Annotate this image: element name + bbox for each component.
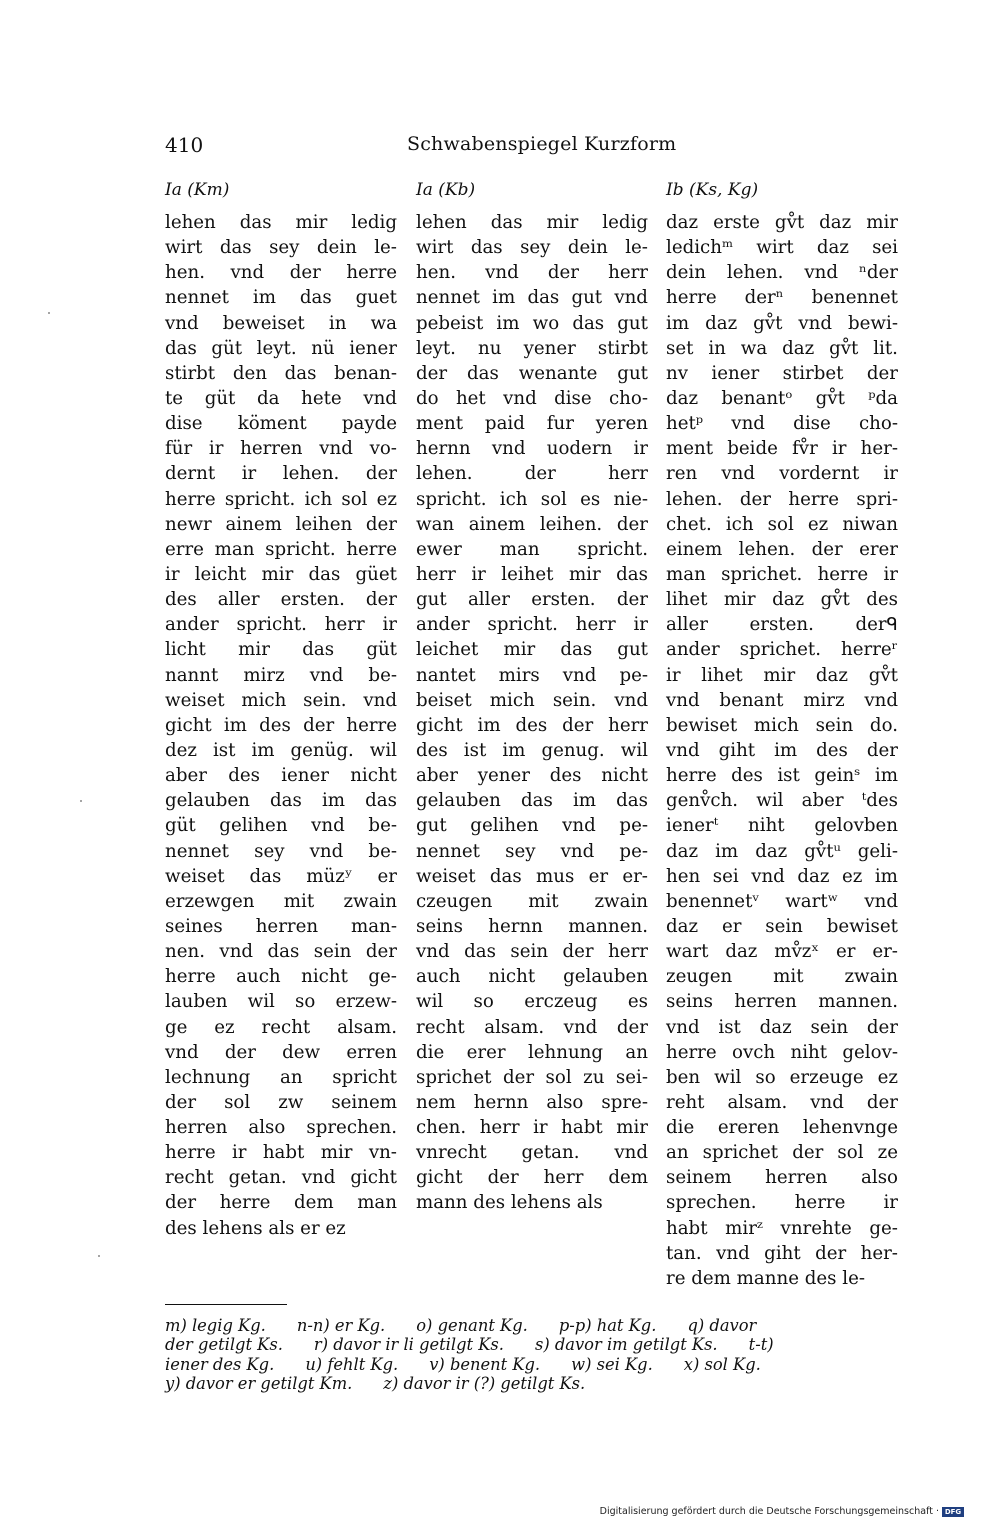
text-line: chen. herr ir habt mir xyxy=(416,1117,648,1139)
text-line: gicht im des der herre xyxy=(165,714,397,736)
text-line: auch nicht gelauben xyxy=(416,966,648,988)
text-line: sprichet der sol zu sei- xyxy=(416,1066,648,1088)
text-line: vnrecht getan. vnd xyxy=(416,1142,648,1164)
text-line: herren also sprechen. xyxy=(165,1117,397,1139)
text-line: lechnung an spricht xyxy=(165,1066,397,1088)
text-line: hen. vnd der herre xyxy=(165,262,397,284)
text-line: aller ersten. derᑫ xyxy=(666,614,898,636)
text-line: aber yener des nicht xyxy=(416,765,648,787)
text-line: gicht im des der herr xyxy=(416,714,648,736)
scan-speck xyxy=(48,312,50,314)
text-line: gelauben das im das xyxy=(165,790,397,812)
text-line: des lehens als er ez xyxy=(165,1217,346,1239)
text-line: ir leicht mir das güet xyxy=(165,563,397,585)
text-line: weiset mich sein. vnd xyxy=(165,689,397,711)
text-line: nennet im das gut vnd xyxy=(416,287,648,309)
text-line: zeugen mit zwain xyxy=(666,966,898,988)
text-line: spricht. ich sol es nie- xyxy=(416,488,648,510)
text-line: ander spricht. herr ir xyxy=(416,614,648,636)
text-column-ib-ks-kg xyxy=(666,210,898,1291)
text-line: des ist im genug. wil xyxy=(416,739,648,761)
text-line: ander spricht. herr ir xyxy=(165,614,397,636)
text-line: wan ainem leihen. der xyxy=(416,513,648,535)
text-line: daz im daz gv̊tᵘ geli- xyxy=(666,840,898,862)
text-line: vnd giht im des der xyxy=(666,739,898,761)
text-line: ewer man spricht. xyxy=(416,538,648,560)
text-line: set in wa daz gv̊t lit. xyxy=(666,337,898,359)
text-line: wart daz mv̊zˣ er er- xyxy=(666,941,898,963)
text-line: lehen. der herr xyxy=(416,463,648,485)
text-line: ben wil so erzeuge ez xyxy=(666,1066,898,1088)
text-line: herre spricht. ich sol ez xyxy=(165,488,397,510)
text-line: lehen. der herre spri- xyxy=(666,488,898,510)
text-line: stirbt den das benan- xyxy=(165,362,397,384)
text-line: nem hernn also spre- xyxy=(416,1091,648,1113)
text-line: nennet sey vnd pe- xyxy=(416,840,648,862)
text-line: gut aller ersten. der xyxy=(416,589,648,611)
text-line: chet. ich sol ez niwan xyxy=(666,513,898,535)
text-line: beiset mich sein. vnd xyxy=(416,689,648,711)
text-line: genv̊ch. wil aber ᵗdes xyxy=(666,790,898,812)
text-line: dise köment payde xyxy=(165,413,397,435)
text-line: herre derⁿ benennet xyxy=(666,287,898,309)
scan-speck xyxy=(98,1255,100,1257)
text-line: dein lehen. vnd ⁿder xyxy=(666,262,898,284)
footnote-rule xyxy=(165,1304,287,1305)
text-line: gelauben das im das xyxy=(416,790,648,812)
text-line: daz er sein bewiset xyxy=(666,915,898,937)
text-line: reht alsam. vnd der xyxy=(666,1091,898,1113)
text-line: gut gelihen vnd pe- xyxy=(416,815,648,837)
footnote-line: der getilgt Ks. r) davor ir li getilgt Ks. s) davor im getilgt Ks. t-t) xyxy=(165,1335,774,1355)
text-line: einem lehen. der erer xyxy=(666,538,898,560)
text-line: tan. vnd giht der her- xyxy=(666,1242,898,1264)
text-line: czeugen mit zwain xyxy=(416,890,648,912)
text-line: recht getan. vnd gicht xyxy=(165,1167,397,1189)
text-line: mann des lehens als xyxy=(416,1192,603,1214)
text-line: herre ovch niht gelov- xyxy=(666,1041,898,1063)
column-heading-ia-km: Ia (Km) xyxy=(165,180,230,200)
text-line: sprechen. herre ir xyxy=(666,1192,898,1214)
text-line: ment paid fur yeren xyxy=(416,413,648,435)
text-line: pebeist im wo das gut xyxy=(416,312,648,334)
text-line: ander sprichet. herreʳ xyxy=(666,639,898,661)
text-line: ren vnd vordernt ir xyxy=(666,463,898,485)
text-line: herre auch nicht ge- xyxy=(165,966,397,988)
text-line: seins hernn mannen. xyxy=(416,915,648,937)
text-line: habt mirᶻ vnrehte ge- xyxy=(666,1217,898,1239)
text-line: lihet mir daz gv̊t des xyxy=(666,589,898,611)
text-line: gicht der herr dem xyxy=(416,1167,648,1189)
text-line: benennetᵛ wartʷ vnd xyxy=(666,890,898,912)
text-line: hen sei vnd daz ez im xyxy=(666,865,898,887)
text-line: recht alsam. vnd der xyxy=(416,1016,648,1038)
text-line: aber des iener nicht xyxy=(165,765,397,787)
text-line: re dem manne des le- xyxy=(666,1267,865,1289)
text-line: nennet sey vnd be- xyxy=(165,840,397,862)
text-line: an sprichet der sol ze xyxy=(666,1142,898,1164)
footnote-line: y) davor er getilgt Km. z) davor ir (?) getilgt Ks. xyxy=(165,1374,586,1394)
text-line: te güt da hete vnd xyxy=(165,387,397,409)
text-line: wil so erczeug es xyxy=(416,991,648,1013)
text-line: herr ir leihet mir das xyxy=(416,563,648,585)
column-heading-ia-kb: Ia (Kb) xyxy=(416,180,476,200)
text-line: nantet mirs vnd pe- xyxy=(416,664,648,686)
text-line: seins herren mannen. xyxy=(666,991,898,1013)
column-heading-ib-ks-kg: Ib (Ks, Kg) xyxy=(666,180,759,200)
text-line: daz erste gv̊t daz mir xyxy=(666,212,898,233)
text-line: leichet mir das gut xyxy=(416,639,648,661)
text-line: der sol zw seinem xyxy=(165,1091,397,1113)
text-line: vnd beweiset in wa xyxy=(165,312,397,334)
running-title: Schwabenspiegel Kurzform xyxy=(407,133,677,155)
text-line: man sprichet. herre ir xyxy=(666,563,898,585)
text-line: die ereren lehenvnge xyxy=(666,1117,898,1139)
footnote-line: m) legig Kg. n-n) er Kg. o) genant Kg. p-p) hat Kg. q) davor xyxy=(165,1316,757,1335)
text-line: ienerᵗ niht gelovben xyxy=(666,815,898,837)
text-line: do het vnd dise cho- xyxy=(416,387,648,409)
text-line: vnd der dew erren xyxy=(165,1041,397,1063)
text-line: lehen das mir ledig xyxy=(165,212,397,233)
text-line: der herre dem man xyxy=(165,1192,397,1214)
text-line: weiset das mus er er- xyxy=(416,865,648,887)
text-line: bewiset mich sein do. xyxy=(666,714,898,736)
text-line: vnd das sein der herr xyxy=(416,941,648,963)
text-line: wirt das sey dein le- xyxy=(165,237,397,259)
text-line: im daz gv̊t vnd bewi- xyxy=(666,312,898,334)
page-number: 410 xyxy=(165,133,204,157)
text-line: seinem herren also xyxy=(666,1167,898,1189)
text-line: das güt leyt. nü iener xyxy=(165,337,397,359)
text-line: newr ainem leihen der xyxy=(165,513,397,535)
text-line: des aller ersten. der xyxy=(165,589,397,611)
text-line: ledichᵐ wirt daz sei xyxy=(666,237,898,259)
digitization-credit xyxy=(600,1506,964,1517)
text-line: hernn vnd uodern ir xyxy=(416,438,648,460)
text-line: erre man spricht. herre xyxy=(165,538,397,560)
text-line: vnd benant mirz vnd xyxy=(666,689,898,711)
text-line: wirt das sey dein le- xyxy=(416,237,648,259)
text-line: vnd ist daz sein der xyxy=(666,1016,898,1038)
text-line: die erer lehnung an xyxy=(416,1041,648,1063)
text-line: daz benantᵒ gv̊t ᵖda xyxy=(666,387,898,409)
text-line: lehen das mir ledig xyxy=(416,212,648,233)
text-line: dez ist im genüg. wil xyxy=(165,739,397,761)
scan-speck xyxy=(80,800,82,802)
text-line: leyt. nu yener stirbt xyxy=(416,337,648,359)
text-line: lauben wil so erzew- xyxy=(165,991,397,1013)
text-line: ir lihet mir daz gv̊t xyxy=(666,664,898,686)
text-line: nennet im das guet xyxy=(165,287,397,309)
footnotes xyxy=(165,1316,774,1394)
text-line: weiset das müzʸ er xyxy=(165,865,397,887)
credit-text: Digitalisierung gefördert durch die Deutsche Forschungsgemeinschaft · xyxy=(599,1506,939,1517)
text-column-ia-km xyxy=(165,210,397,1241)
text-line: herre des ist geinˢ im xyxy=(666,765,898,787)
text-line: dernt ir lehen. der xyxy=(165,463,397,485)
text-line: nen. vnd das sein der xyxy=(165,941,397,963)
text-line: der das wenante gut xyxy=(416,362,648,384)
dfg-logo-icon: DFG xyxy=(942,1507,964,1517)
footnote-line: iener des Kg. u) fehlt Kg. v) benent Kg. w) sei Kg. x) sol Kg. xyxy=(165,1354,761,1374)
text-line: hetᵖ vnd dise cho- xyxy=(666,413,898,435)
text-line: erzewgen mit zwain xyxy=(165,890,397,912)
text-line: nannt mirz vnd be- xyxy=(165,664,397,686)
text-line: herre ir habt mir vn- xyxy=(165,1142,397,1164)
text-line: seines herren man- xyxy=(165,915,397,937)
text-line: ment beide fv̊r ir her- xyxy=(666,438,898,460)
text-line: nv iener stirbet der xyxy=(666,362,898,384)
text-column-ia-kb xyxy=(416,210,648,1216)
text-line: für ir herren vnd vo- xyxy=(165,438,397,460)
text-line: ge ez recht alsam. xyxy=(165,1016,397,1038)
text-line: hen. vnd der herr xyxy=(416,262,648,284)
text-line: licht mir das güt xyxy=(165,639,397,661)
text-line: güt gelihen vnd be- xyxy=(165,815,397,837)
